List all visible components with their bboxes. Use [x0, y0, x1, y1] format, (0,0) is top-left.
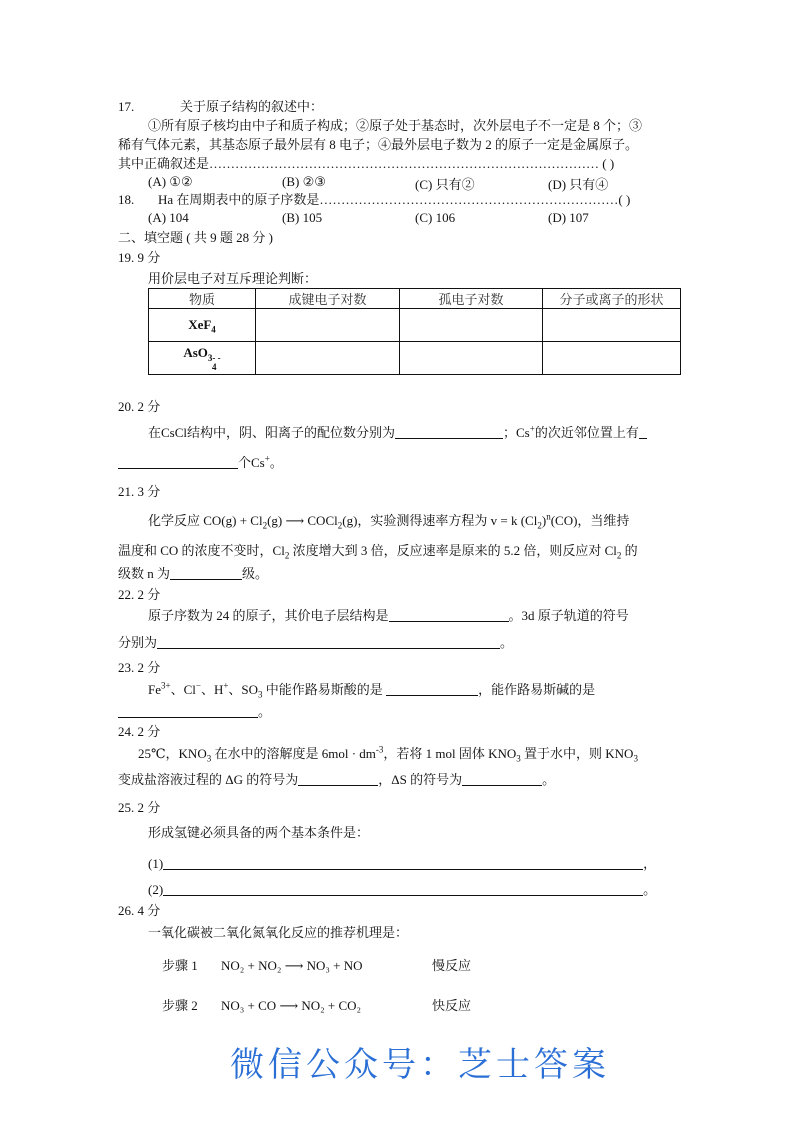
answer-blank[interactable] [170, 567, 242, 580]
q21-line3: 级数 n 为 级。 [118, 566, 269, 581]
answer-blank[interactable] [462, 773, 542, 786]
table-header: 分子或离子的形状 [543, 289, 681, 309]
answer-cell[interactable] [256, 309, 400, 342]
q17-option-b: (B) ②③ [282, 174, 326, 189]
q17-line1: ①所有原子核均由中子和质子构成；②原子处于基态时，次外层电子不一定是 8 个；③ [148, 118, 643, 133]
q17-option-d: (D) 只有④ [548, 177, 609, 192]
q18-option-d: (D) 107 [548, 210, 589, 225]
q18-option-c: (C) 106 [415, 210, 456, 225]
answer-cell[interactable] [400, 309, 543, 342]
q18-number: 18. [118, 192, 135, 207]
q26-step1-label: 步骤 1 [162, 958, 198, 973]
q24-line1: 25℃，$KNO_3$ 在水中的溶解度是 $6mol \cdot dm^{-3}$，若将 1 mol 固体 $KNO_3$ 置于水中，则 $KNO_3$ [138, 744, 638, 764]
q17-number: 17. [118, 99, 135, 114]
answer-blank[interactable] [118, 705, 258, 718]
q23-heading: 23. 2 分 [118, 660, 161, 675]
q20-heading: 20. 2 分 [118, 399, 161, 414]
answer-cell[interactable] [543, 342, 681, 375]
q24-heading: 24. 2 分 [118, 724, 161, 739]
answer-blank[interactable] [298, 773, 378, 786]
q22-line2: 分别为 。 [118, 635, 514, 650]
substance-cell: AsO 3- - 4 [149, 342, 256, 375]
watermark: 微信公众号：芝士答案 [230, 1045, 610, 1085]
table-row [149, 342, 681, 375]
table-header: 孤电子对数 [400, 289, 543, 309]
answer-blank[interactable] [163, 857, 643, 870]
answer-cell[interactable] [543, 309, 681, 342]
q17-line2: 稀有气体元素，其基态原子最外层有 8 电子；④最外层电子数为 2 的原子一定是金属原子。 [118, 137, 639, 152]
answer-blank[interactable] [163, 883, 643, 896]
q20-line2: 个Cs+。 [118, 455, 283, 471]
q22-line1: 原子序数为 24 的原子，其价电子层结构是 。3d 原子轨道的符号 [148, 608, 629, 623]
q26-step2-rate: 快反应 [432, 998, 472, 1013]
answer-blank[interactable] [395, 426, 503, 439]
q23-line2: 。 [118, 704, 271, 720]
q17-option-a: (A) ①② [148, 174, 193, 189]
q17-stem: 关于原子结构的叙述中： [180, 99, 324, 114]
q24-line2: 变成盐溶液过程的 ΔG 的符号为 ，ΔS 的符号为 。 [118, 772, 556, 787]
q25-item1: (1) ， [148, 856, 657, 871]
substance-cell: XeF$_4$ [149, 309, 256, 342]
answer-blank[interactable] [157, 636, 500, 649]
q23-line1: $Fe^{3+}$、Cl−、H+、$SO_3$ 中能作路易斯酸的是 ，能作路易斯碱的是 [148, 680, 596, 700]
answer-blank[interactable] [118, 456, 238, 469]
q21-line2: 温度和 CO 的浓度不变时，$Cl_2$ 浓度增大到 3 倍，反应速率是原来的 5.2 倍，则反应对 $Cl_2$ 的 [118, 543, 638, 561]
q18-stem: Ha 在周期表中的原子序数是……………………………………………………………( ) [158, 192, 631, 207]
q26-step1-rate: 慢反应 [432, 958, 472, 973]
table-row [149, 309, 681, 342]
table-header: 成键电子对数 [256, 289, 400, 309]
q25-heading: 25. 2 分 [118, 800, 161, 815]
q21-heading: 21. 3 分 [118, 484, 161, 499]
vsepr-table [148, 288, 681, 375]
q26-step1-equation: NO₂ + NO₂ ⟶ NO₃ + NO [221, 958, 363, 973]
q26-step2-label: 步骤 2 [162, 998, 198, 1013]
q20-line1: 在CsCl结构中，阴、阳离子的配位数分别为 ；Cs+的次近邻位置上有 [148, 425, 647, 441]
q26-heading: 26. 4 分 [118, 903, 161, 918]
section-heading: 二、填空题 ( 共 9 题 28 分 ) [118, 230, 273, 245]
answer-cell[interactable] [400, 342, 543, 375]
q25-intro: 形成氢键必须具备的两个基本条件是： [148, 825, 370, 840]
q25-item2: (2) 。 [148, 882, 657, 897]
q19-intro: 用价层电子对互斥理论判断： [148, 271, 318, 286]
answer-blank[interactable] [389, 609, 509, 622]
table-header: 物质 [149, 289, 256, 309]
q19-heading: 19. 9 分 [118, 250, 161, 265]
q18-option-a: (A) 104 [148, 210, 189, 225]
answer-blank[interactable] [386, 683, 478, 696]
answer-blank[interactable] [639, 426, 647, 439]
answer-cell[interactable] [256, 342, 400, 375]
q26-intro: 一氧化碳被二氧化氮氧化反应的推荐机理是： [148, 925, 409, 940]
q17-option-c: (C) 只有② [415, 177, 475, 192]
q17-line3: 其中正确叙述是……………………………………………………………………………… ( ) [118, 156, 615, 171]
q26-step2-equation: NO₃ + CO ⟶ NO₂ + CO₂ [221, 998, 362, 1013]
q18-option-b: (B) 105 [282, 210, 323, 225]
q22-heading: 22. 2 分 [118, 587, 161, 602]
q21-line1: 化学反应 $CO(g) + Cl_2(g)$ ⟶ COCl$_2$(g)，实验测得速率方程为 v = k $(Cl_2)^n(CO)$，当维持 [148, 511, 630, 531]
